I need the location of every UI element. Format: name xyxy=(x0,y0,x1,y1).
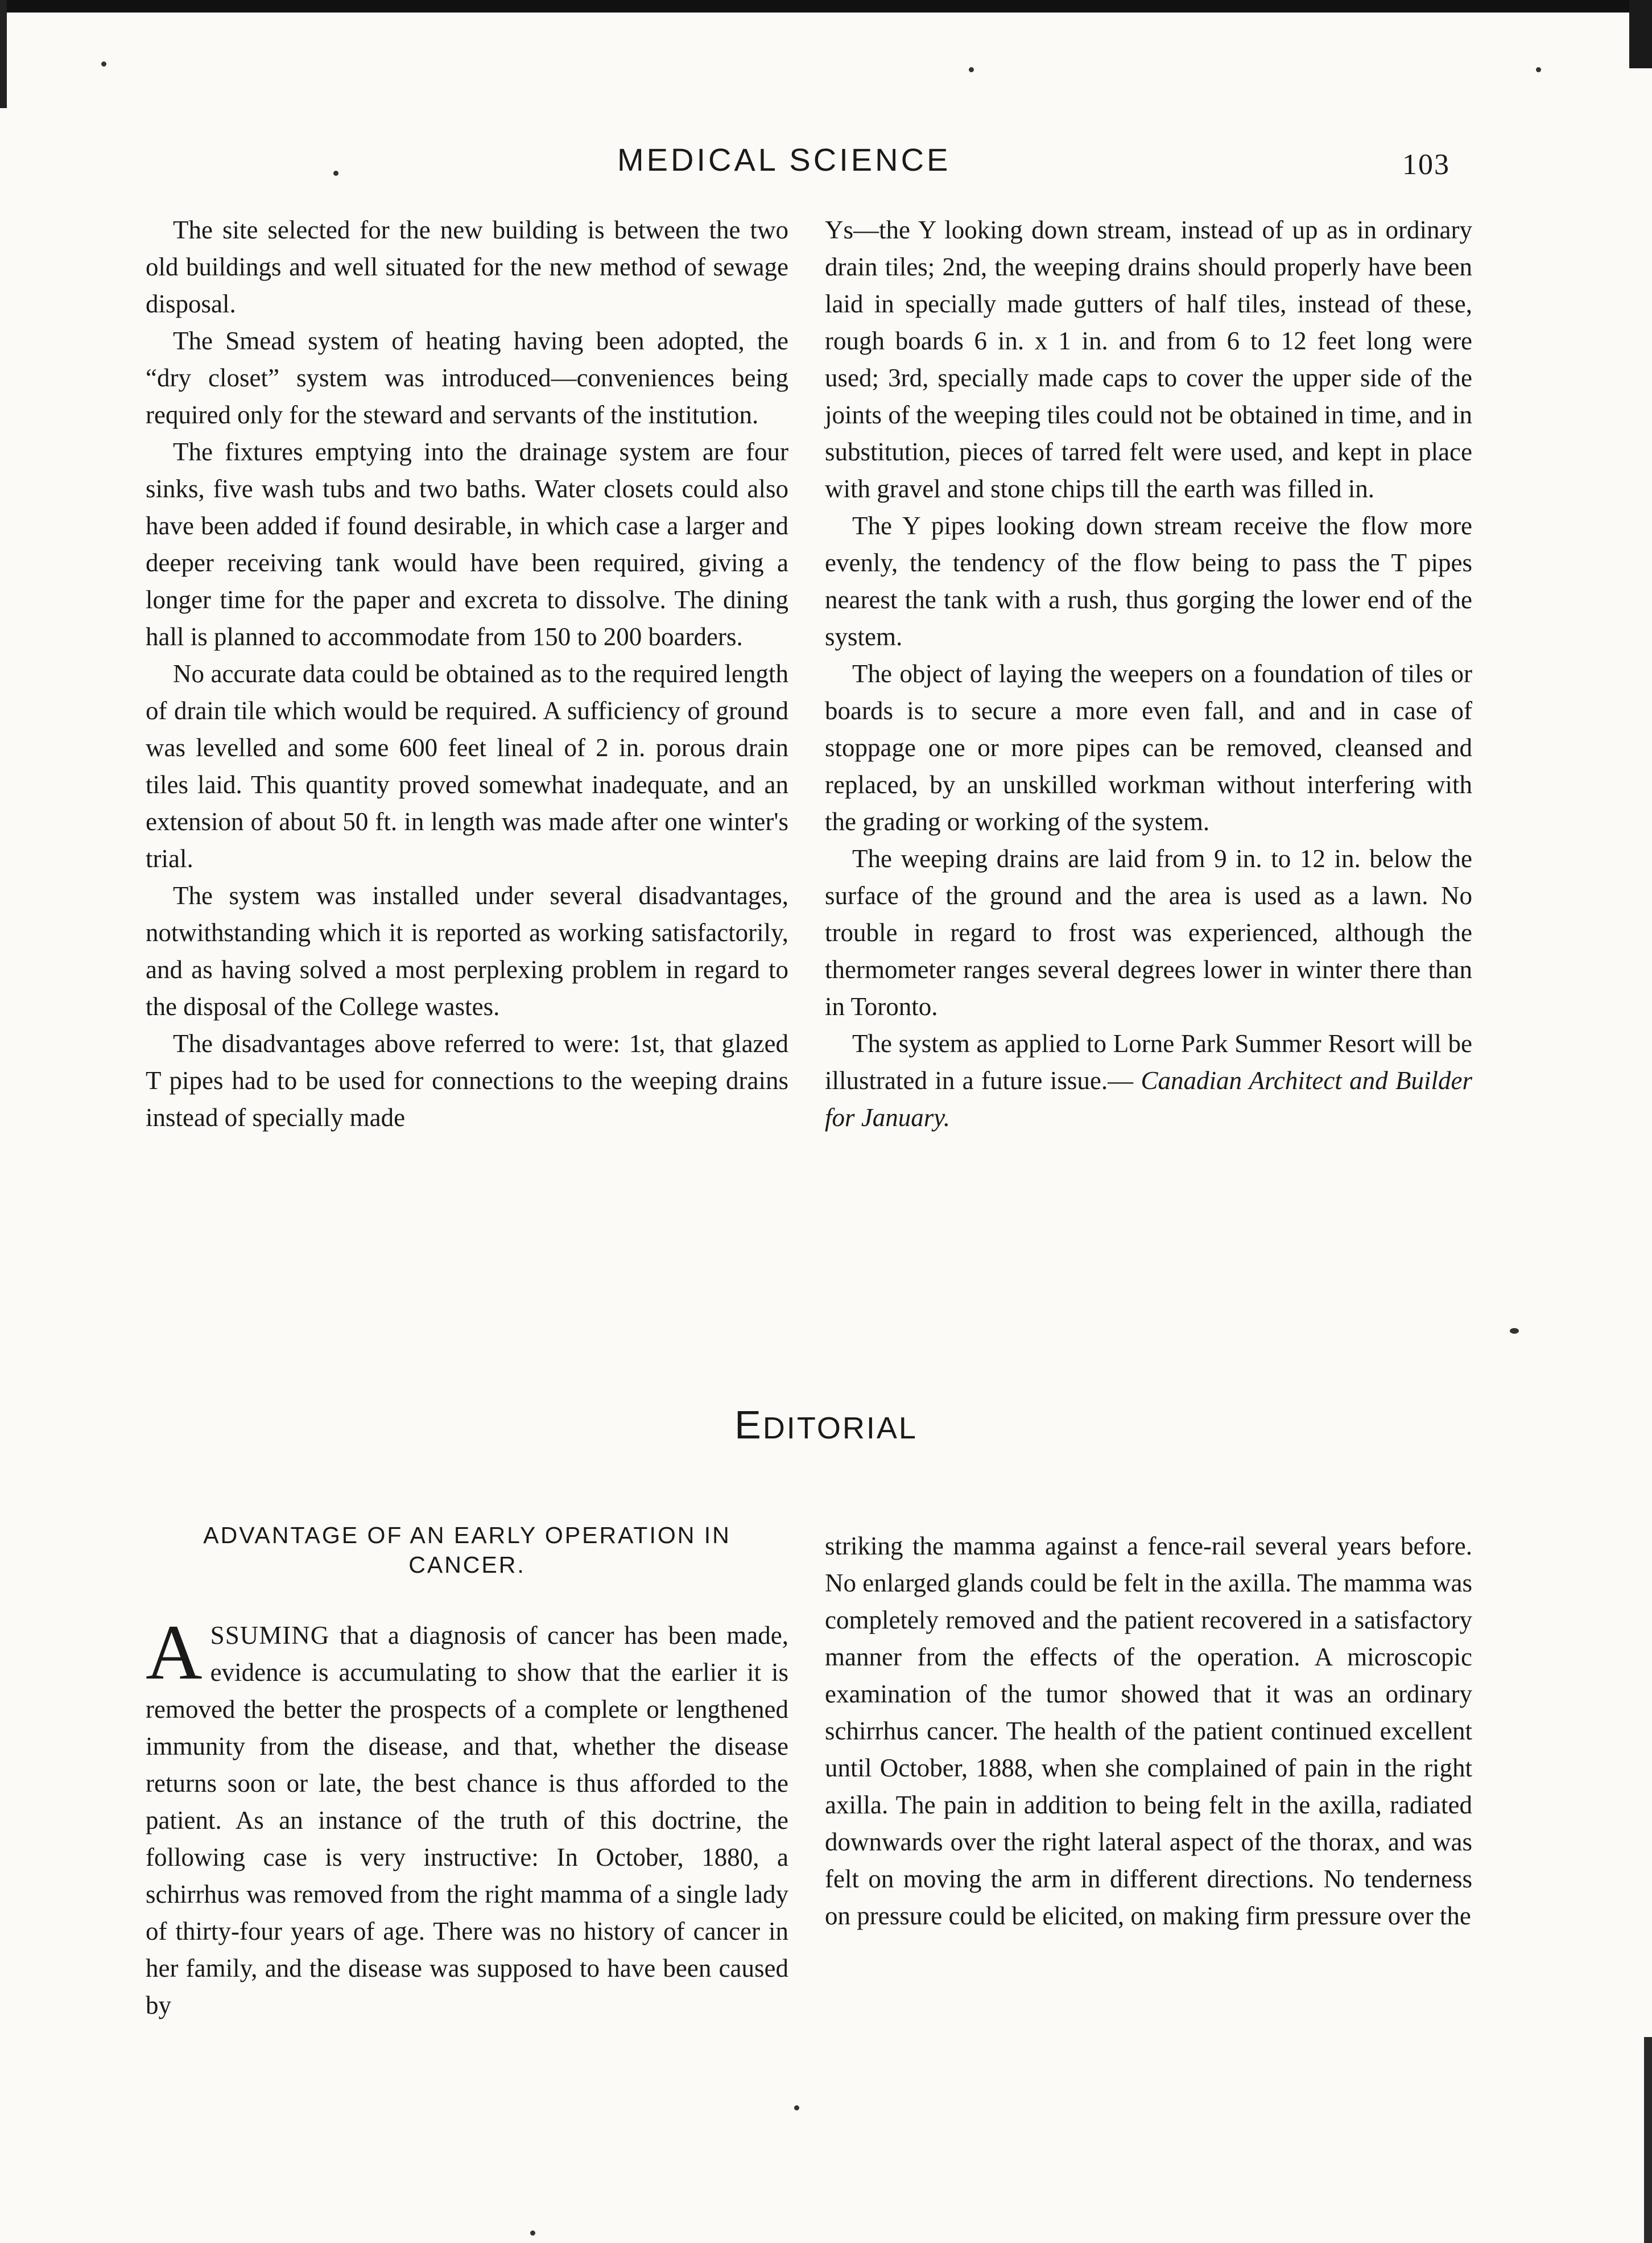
scan-speck xyxy=(1536,67,1541,72)
paragraph: The site selected for the new building is between the two old buildings and well situated for the new method of sewage disposal. xyxy=(146,216,788,318)
paragraph-text: The system as applied to Lorne Park Summer Resort will be illustrated in a future issue.— xyxy=(825,1029,1472,1095)
scan-border-right-bottom xyxy=(1644,2037,1652,2243)
scan-speck xyxy=(101,61,106,67)
drop-cap: A xyxy=(146,1609,203,1696)
scan-speck xyxy=(530,2230,535,2236)
paragraph: The weeping drains are laid from 9 in. to 12 in. below the surface of the ground and the area is used as a lawn. No trouble in regard to frost was experienced, although the thermometer ranges several degrees lower in winter there than in Toronto. xyxy=(825,844,1472,1021)
running-title: MEDICAL SCIENCE xyxy=(617,142,951,178)
section-heading-rest: DITORIAL xyxy=(762,1411,918,1445)
opening-caps: SSUMING xyxy=(210,1621,330,1650)
section-heading-initial: E xyxy=(734,1403,763,1447)
paragraph: The Smead system of heating having been adopted, the “dry closet” system was introduced—conveniences being required only for the steward and servants of the institution. xyxy=(146,327,788,429)
paragraph: striking the mamma against a fence-rail several years before. No enlarged glands could be felt in the axilla. The mamma was completely removed and the patient recovered in a satisfactory manner from the effects of the operation. A microscopic examination of the tumor showed that it was an ordinary schirrhus cancer. The health of the patient continued excellent until October, 1888, when she complained of pain in the right axilla. The pain in addition to being felt in the axilla, radiated downwards over the right lateral aspect of the thorax, and was felt on moving the arm in different directions. No tenderness on pressure could be elicited, on making firm pressure over the xyxy=(825,1532,1473,1930)
paragraph: The disadvantages above referred to were: 1st, that glazed T pipes had to be used for connections to the weeping drains instead of specially made xyxy=(146,1029,788,1132)
paragraph: No accurate data could be obtained as to the required length of drain tile which would be required. A sufficiency of ground was levelled and some 600 feet lineal of 2 in. porous drain tiles laid. This quantity proved somewhat inadequate, and an extension of about 50 ft. in length was made after one winter's trial. xyxy=(146,659,788,873)
article-opening-paragraph xyxy=(146,1609,788,2024)
paragraph: The fixtures emptying into the drainage system are four sinks, five wash tubs and two baths. Water closets could also have been added if found desirable, in which case a larger and deeper receiving tank would have been required, giving a longer time for the paper and excreta to dissolve. The dining hall is planned to accommodate from 150 to 200 boarders. xyxy=(146,438,788,651)
scan-border-top xyxy=(0,0,1652,13)
scan-speck xyxy=(333,171,338,176)
scan-border-left xyxy=(0,0,7,108)
column-top-right xyxy=(825,212,1472,1136)
column-top-left xyxy=(146,212,788,1136)
paragraph: The Y pipes looking down stream receive the flow more evenly, the tendency of the flow being to pass the T pipes nearest the tank with a rush, thus gorging the lower end of the system. xyxy=(825,512,1472,651)
paragraph: Ys—the Y looking down stream, instead of up as in ordinary drain tiles; 2nd, the weeping drains should properly have been laid in specially made gutters of half tiles, instead of these, rough boards 6 in. x 1 in. and from 6 to 12 feet long were used; 3rd, specially made caps to cover the upper side of the joints of the weeping tiles could not be obtained in time, and in substitution, pieces of tarred felt were used, and kept in place with gravel and stone chips till the earth was filled in. xyxy=(825,216,1472,503)
paragraph: The system was installed under several disadvantages, notwithstanding which it is reported as working satisfactorily, and as having solved a most perplexing problem in regard to the disposal of the College wastes. xyxy=(146,881,788,1021)
paragraph-text: that a diagnosis of cancer has been made, evidence is accumulating to show that the earlier it is removed the better the prospects of a complete or lengthened immunity from the disease, and that, whether the disease returns soon or late, the best chance is thus afforded to the patient. As an instance of the truth of this doctrine, the following case is very instructive: In October, 1880, a schirrhus was removed from the right mamma of a single lady of thirty-four years of age. There was no history of cancer in her family, and the disease was supposed to have been caused by xyxy=(146,1621,788,2019)
paragraph xyxy=(825,1025,1472,1136)
scan-speck xyxy=(1510,1328,1519,1334)
source-citation: Canadian Architect and Builder for January. xyxy=(825,1066,1472,1132)
section-heading xyxy=(0,1402,1652,1448)
paragraph: The object of laying the weepers on a foundation of tiles or boards is to secure a more even fall, and and in case of stoppage one or more pipes can be removed, cleansed and replaced, by an unskilled workman without interfering with the grading or working of the system. xyxy=(825,659,1472,836)
column-bottom-right xyxy=(825,1528,1472,1935)
scan-border-right xyxy=(1629,0,1652,68)
scan-speck xyxy=(969,67,974,72)
scan-speck xyxy=(794,2105,799,2110)
column-bottom-left xyxy=(146,1609,788,2024)
page-number: 103 xyxy=(1402,149,1450,181)
article-title: ADVANTAGE OF AN EARLY OPERATION IN CANCER. xyxy=(203,1522,731,1578)
